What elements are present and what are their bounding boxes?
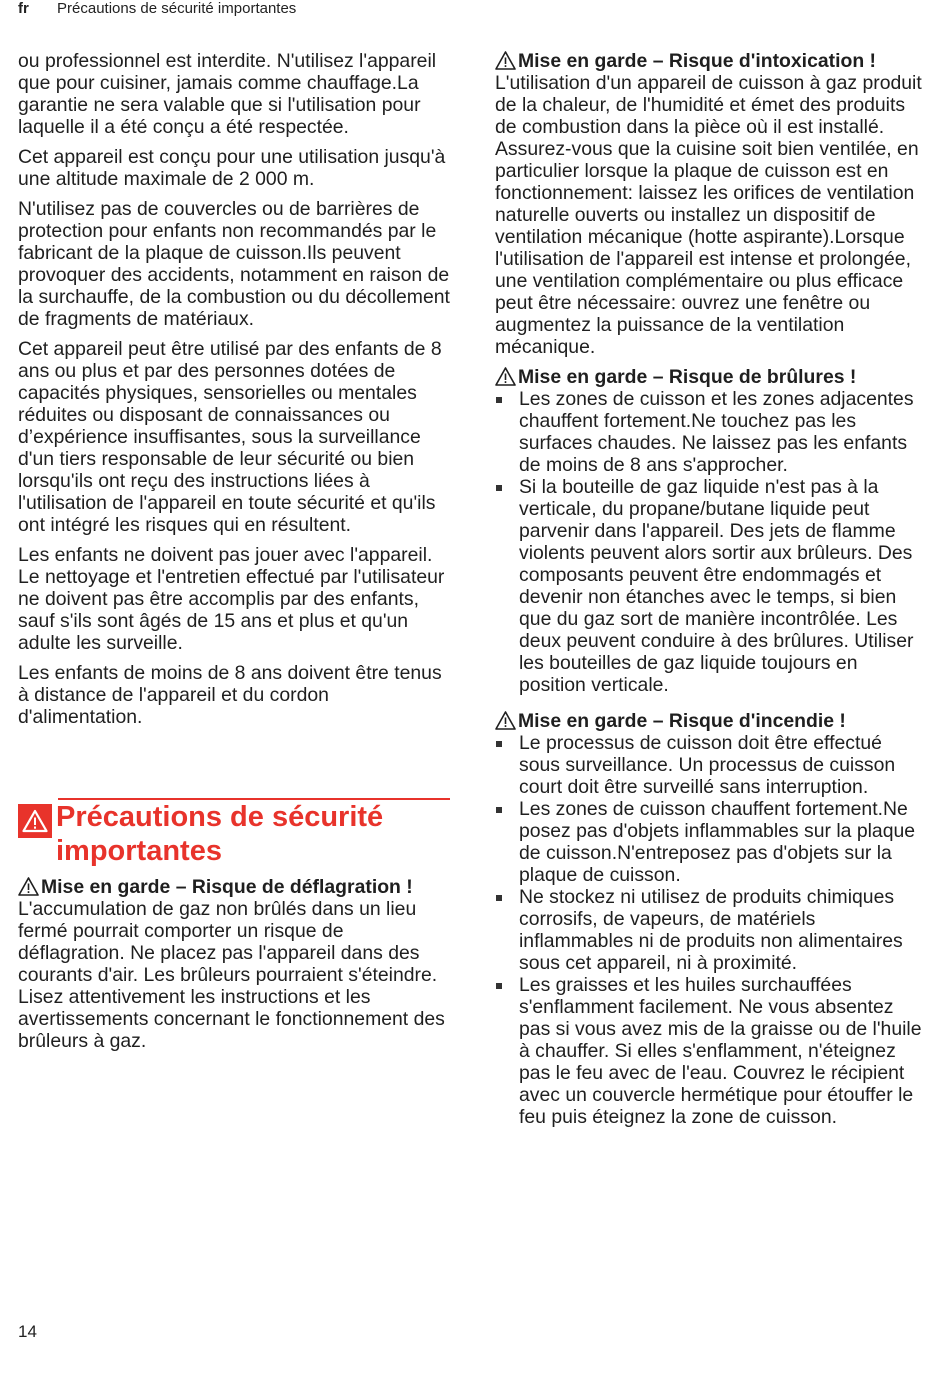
right-column — [495, 50, 925, 1142]
page-header — [18, 0, 296, 18]
warning-triangle-icon — [495, 51, 516, 70]
warning-title-text: Mise en garde – Risque d'incendie ! — [518, 710, 846, 732]
list-item: Le processus de cuisson doit être effectué sous surveillance. Un processus de cuisson court doit être surveillé sans interruption. — [495, 732, 925, 798]
paragraph: N'utilisez pas de couvercles ou de barrières de protection pour enfants non recommandés par le fabricant de la plaque de cuisson.Ils peuvent provoquer des accidents, notamment en raison de la surchauffe, de la combustion ou du décollement de fragments de matériaux. — [18, 198, 450, 330]
section-rule — [58, 798, 450, 800]
warning-title-intoxication — [495, 50, 925, 72]
warning-title-text: Mise en garde – Risque d'intoxication ! — [518, 50, 877, 72]
warning-body: L'accumulation de gaz non brûlés dans un lieu fermé pourrait comporter un risque de déflagration. Ne placez pas l'appareil dans des courants d'air. Les brûleurs pourraient s'éteindre. Lisez attentivement les instructions et les avertissements concernant le fonctionnement des brûleurs à gaz. — [18, 898, 445, 1052]
left-column — [18, 50, 450, 1060]
warning-title-fire — [495, 710, 925, 732]
paragraph: Les enfants ne doivent pas jouer avec l'appareil. Le nettoyage et l'entretien effectué par l'utilisateur ne doivent pas être accomplis par des enfants, sauf s'ils sont âgés de 15 ans et plus et qu'un adulte les surveille. — [18, 544, 445, 654]
paragraph: Cet appareil est conçu pour une utilisation jusqu'à une altitude maximale de 2 000 m. — [18, 146, 446, 190]
list-item: Ne stockez ni utilisez de produits chimiques corrosifs, de vapeurs, de matériels inflammables ni de produits non alimentaires sous cet appareil, ni à proximité. — [495, 886, 925, 974]
safety-section — [18, 798, 450, 1052]
paragraph: Les enfants de moins de 8 ans doivent être tenus à distance de l'appareil et du cordon d'alimentation. — [18, 662, 442, 728]
warning-title-text: Mise en garde – Risque de déflagration ! — [41, 876, 413, 898]
list-item: Les zones de cuisson chauffent fortement.Ne posez pas d'objets inflammables sur la plaque de cuisson.N'entreposez pas d'objets sur la plaque de cuisson. — [495, 798, 925, 886]
warning-triangle-icon — [495, 711, 516, 730]
list-item: Si la bouteille de gaz liquide n'est pas à la verticale, du propane/butane liquide peut parvenir dans l'appareil. Des jets de flamme violents peuvent alors sortir aux brûleurs. Des composants peuvent être endommagés et devenir non étanches avec le temps, si bien que du gaz sort de manière incontrôlée. Les deux peuvent conduire à des brûlures. Utiliser les bouteilles de gaz liquide toujours en position verticale. — [495, 476, 925, 696]
warning-title — [18, 876, 450, 898]
warning-body: L'utilisation d'un appareil de cuisson à gaz produit de la chaleur, de l'humidité et émet des produits de combustion dans la pièce où il est installé. Assurez-vous que la cuisine soit bien ventilée, en particulier lorsque la plaque de cuisson est en fonctionnement: laissez les orifices de ventilation naturelle ouverts ou installez un dispositif de ventilation mécanique (hotte aspirante).Lorsque l'utilisation de l'appareil est intense et prolongée, une ventilation complémentaire ou plus efficace peut être nécessaire: ouvrez une fenêtre ou augmentez la puissance de la ventilation mécanique. — [495, 72, 922, 358]
warning-square-icon — [18, 804, 52, 838]
section-heading — [18, 800, 450, 868]
header-title: Précautions de sécurité importantes — [57, 0, 297, 17]
burns-list — [495, 388, 925, 696]
paragraph: ou professionnel est interdite. N'utilisez l'appareil que pour cuisiner, jamais comme chauffage.La garantie ne sera valable que si l'utilisation pour laquelle il a été conçu a été respectée. — [18, 50, 437, 138]
language-code: fr — [18, 0, 29, 17]
list-item: Les zones de cuisson et les zones adjacentes chauffent fortement.Ne touchez pas les surfaces chaudes. Ne laissez pas les enfants de moins de 8 ans s'approcher. — [495, 388, 925, 476]
page-number: 14 — [18, 1322, 37, 1341]
warning-title-text: Mise en garde – Risque de brûlures ! — [518, 366, 857, 388]
paragraph: Cet appareil peut être utilisé par des enfants de 8 ans ou plus et par des personnes dotées de capacités physiques, sensorielles ou mentales réduites ou disposant de connaissances ou d’expérience insuffisantes, sous la surveillance d'un tiers responsable de leur sécurité ou bien lorsqu'ils ont reçu des instructions liées à l'utilisation de l'appareil en toute sécurité et qu'ils ont intégré les risques qui en résultent. — [18, 338, 442, 536]
warning-title-burns — [495, 366, 925, 388]
warning-triangle-icon — [495, 367, 516, 386]
warning-triangle-icon — [18, 877, 39, 896]
section-title: Précautions de sécurité importantes — [56, 801, 384, 867]
fire-list — [495, 732, 925, 1128]
list-item: Les graisses et les huiles surchauffées s'enflamment facilement. Ne vous absentez pas si vous avez mis de la graisse ou de l'huile à chauffer. Si elles s'enflamment, n'éteignez pas le feu avec de l'eau. Couvrez le récipient avec un couvercle hermétique pour étouffer le feu puis éteignez la zone de cuisson. — [495, 974, 925, 1128]
